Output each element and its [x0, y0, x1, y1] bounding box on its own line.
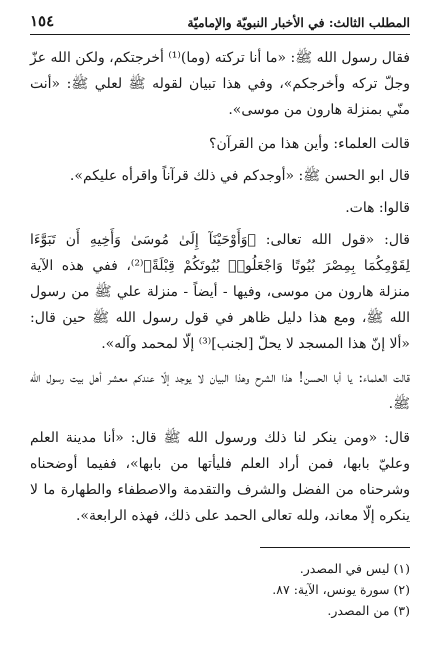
- footnote-2: (٢) سورة يونس، الآية: ٨٧.: [272, 582, 410, 597]
- running-title: المطلب الثالث: في الأخبار النبويّة والإماميّة: [187, 15, 410, 30]
- paragraph-4: قالوا: هات.: [345, 200, 410, 216]
- paragraph-3: قال ابو الحسن ﷺ: «أوجدكم في ذلك قرآناً واقرأه عليكم».: [69, 168, 410, 184]
- footnote-1: (١) ليس في المصدر.: [299, 561, 410, 576]
- paragraph-2: قالت العلماء: وأين هذا من القرآن؟: [209, 136, 410, 152]
- footnote-separator: [260, 547, 410, 548]
- page-header: [30, 12, 410, 35]
- page-number: ١٥٤: [30, 12, 55, 30]
- paragraph-1: فقال رسول الله ﷺ: «ما أنا تركته (وما)⁽¹⁾ أخرجتكم، ولكن الله عزّ وجلّ تركه وأخرجكم»، وفي هذا تبيان لقوله ﷺ لعلي ﷺ: «أنت منّي بمنزلة هارون من موسى».: [30, 50, 410, 118]
- paragraph-6: قالت العلماء: يا أبا الحسن! هذا الشرح وهذا البيان لا يوجد إلّا عندكم معشر أهل بيت رسول الله ﷺ.: [30, 370, 410, 412]
- paragraph-7: قال: «ومن ينكر لنا ذلك ورسول الله ﷺ قال: «أنا مدينة العلم وعليّ بابها، فمن أراد العلم فليأتها من بابها»، ففيما أوضحناه وشرحناه من الفضل والشرف والتقدمة والاصطفاء والطهارة ما لا ينكره إلّا معاند، ولله تعالى الحمد على ذلك، فهذه الرابعة».: [30, 430, 410, 524]
- footnote-3: (٣) من المصدر.: [327, 603, 410, 618]
- paragraph-5: قال: «قول الله تعالى: ﴿وَأَوْحَيْنَآ إِلَىٰ مُوسَىٰ وَأَخِيهِ أَن تَبَوَّءَا لِقَوْمِكُمَا بِمِصْرَ بُيُوتًا وَاجْعَلُوا۟ بُيُوتَكُمْ قِبْلَةً﴾⁽²⁾، ففي هذه الآية منزلة هارون من موسى، وفيها - أيضاً - منزلة علي ﷺ من رسول الله ﷺ، ومع هذا دليل ظاهر في قول رسول الله ﷺ حين قال: «ألا إنّ هذا المسجد لا يحلّ [لجنب]⁽³⁾ إلّا لمحمد وآله».: [30, 232, 411, 352]
